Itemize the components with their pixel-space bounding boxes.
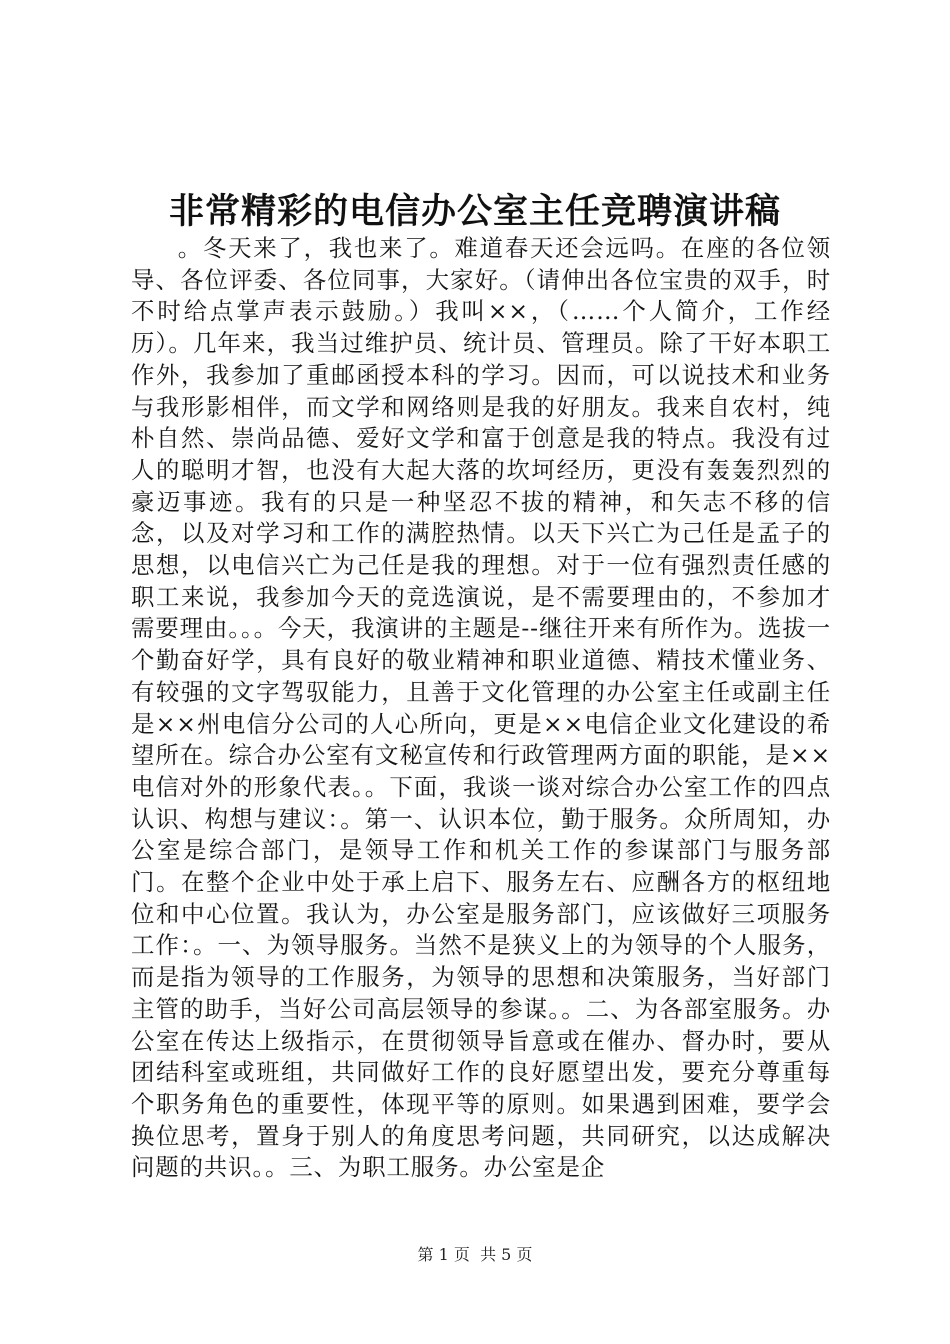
page-number-footer: 第 1 页 共 5 页: [417, 1245, 533, 1264]
document-body-paragraph: 。冬天来了，我也来了。难道春天还会远吗。在座的各位领导、各位评委、各位同事，大家好。（请伸出各位宝贵的双手，时不时给点掌声表示鼓励。）我叫××，（……个人简介，工作经历）。几年来，我当过维护员、统计员、管理员。除了干好本职工作外，我参加了重邮函授本科的学习。因而，可以说技术和业务与我形影相伴，而文学和网络则是我的好朋友。我来自农村，纯朴自然、崇尚品德、爱好文学和富于创意是我的特点。我没有过人的聪明才智，也没有大起大落的坎坷经历，更没有轰轰烈烈的豪迈事迹。我有的只是一种坚忍不拔的精神，和矢志不移的信念，以及对学习和工作的满腔热情。以天下兴亡为己任是孟子的思想，以电信兴亡为己任是我的理想。对于一位有强烈责任感的职工来说，我参加今天的竞选演说，是不需要理由的，不参加才需要理由。。。今天，我演讲的主题是--继往开来有所作为。选拔一个勤奋好学，具有良好的敬业精神和职业道德、精技术懂业务、有较强的文字驾驭能力，且善于文化管理的办公室主任或副主任是××州电信分公司的人心所向，更是××电信企业文化建设的希望所在。综合办公室有文秘宣传和行政管理两方面的职能，是××电信对外的形象代表。。下面，我谈一谈对综合办公室工作的四点认识、构想与建议：。第一、认识本位，勤于服务。众所周知，办公室是综合部门，是领导工作和机关工作的参谋部门与服务部门。在整个企业中处于承上启下、服务左右、应酬各方的枢纽地位和中心位置。我认为，办公室是服务部门，应该做好三项服务工作：。一、为领导服务。当然不是狭义上的为领导的个人服务，而是指为领导的工作服务，为领导的思想和决策服务，当好部门主管的助手，当好公司高层领导的参谋。。二、为各部室服务。办公室在传达上级指示，在贯彻领导旨意或在催办、督办时，要从团结科室或班组，共同做好工作的良好愿望出发，要充分尊重每个职务角色的重要性，体现平等的原则。如果遇到困难，要学会换位思考，置身于别人的角度思考问题，共同研究，以达成解决问题的共识。。三、为职工服务。办公室是企: [131, 234, 831, 1182]
document-title: 非常精彩的电信办公室主任竞聘演讲稿: [168, 192, 781, 232]
